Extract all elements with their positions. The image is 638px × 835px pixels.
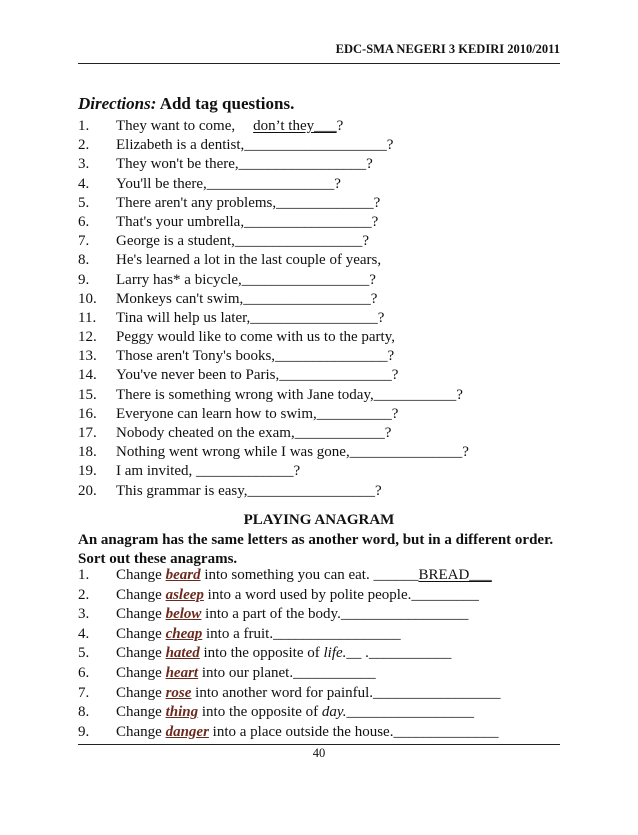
list-item [78,213,560,232]
list-item [78,443,560,462]
list-item [78,271,560,290]
anagram-intro: An anagram has the same letters as another word, but in a different order. Sort out these anagrams. [78,532,554,567]
item-italic: day. [321,704,347,721]
item-italic: life. [323,645,347,662]
page-number: 40 [312,746,326,760]
anagram-word: asleep [165,586,204,603]
item-text: That's your umbrella,_________________? [116,213,379,230]
item-verb: Change [116,684,162,701]
item-prompt: into another word for painful._________________ [195,684,501,701]
list-item [78,347,560,366]
item-number: 18. [78,444,97,461]
item-text: Larry has* a bicycle,_________________? [116,271,376,288]
item-verb: Change [116,664,162,681]
section-title: PLAYING ANAGRAM [243,512,395,528]
item-blank: _________________ [346,704,474,721]
anagram-word: hated [165,645,200,662]
anagram-word: heart [165,664,199,681]
item-text: I am invited, _____________? [116,463,301,480]
item-blank: __ .___________ [346,645,452,662]
item-prompt: into a part of the body._________________ [205,606,469,623]
item-number: 6. [78,664,90,681]
item-text: Peggy would like to come with us to the party, [116,329,395,346]
item-text [116,605,468,625]
item-text [116,586,479,606]
item-text [116,117,343,136]
item-verb: Change [116,606,162,623]
item-number: 9. [78,723,90,740]
item-number: 3. [78,156,90,173]
item-prompt: into our planet.___________ [201,664,376,681]
item-text: This grammar is easy,_________________? [116,482,382,499]
item-prompt: into a fruit._________________ [206,625,401,642]
item-verb: Change [116,567,162,583]
list-item [78,175,560,194]
item-number: 19. [78,463,97,480]
item-text [116,703,474,723]
list-item [78,625,560,645]
footer-rule [78,744,560,745]
item-prompt: into the opposite of [203,645,320,662]
item-number: 1. [78,567,90,583]
item-text [116,664,376,684]
item-number: 1. [78,118,90,134]
list-item [78,664,560,684]
item-number: 5. [78,194,90,211]
list-item [78,117,560,136]
item-number: 17. [78,425,97,441]
item-text: Nobody cheated on the exam,____________? [116,425,392,441]
item-answer: BREAD___ [418,567,492,583]
list-item [78,424,560,443]
item-text [116,644,451,664]
item-text: George is a student,_________________? [116,233,370,250]
list-item [78,605,560,625]
item-text: Those aren't Tony's books,_______________? [116,348,395,365]
item-verb: Change [116,625,162,642]
item-text: Everyone can learn how to swim,__________? [116,405,399,422]
anagram-word: thing [165,704,199,721]
item-text: Elizabeth is a dentist,___________________? [116,137,394,154]
item-text: Nothing went wrong while I was gone,_______________? [116,444,469,461]
item-text: There aren't any problems,_____________? [116,194,381,211]
item-text: You've never been to Paris,_______________? [116,367,399,384]
list-item [78,405,560,424]
item-prompt: into something you can eat. ______ [204,567,419,583]
anagram-word: cheap [165,625,203,642]
list-item [78,290,560,309]
item-text: They won't be there,_________________? [116,156,373,173]
item-number: 13. [78,348,97,365]
directions-lead: Directions: [78,94,157,113]
item-text: Tina will help us later,_________________? [116,309,385,326]
item-text [116,566,492,586]
item-prompt: They want to come, [116,118,236,134]
list-item [78,566,560,586]
item-number: 16. [78,405,97,422]
item-number: 11. [78,309,97,326]
item-number: 4. [78,175,90,192]
item-number: 5. [78,645,90,662]
item-number: 7. [78,233,90,250]
list-item [78,386,560,405]
item-number: 20. [78,482,97,499]
list-item [78,462,560,481]
item-verb: Change [116,723,162,740]
list-item [78,684,560,704]
anagram-word: below [165,606,202,623]
item-prompt: into the opposite of [201,704,319,721]
item-number: 4. [78,625,90,642]
list-item [78,703,560,723]
list-item [78,136,560,155]
item-number: 14. [78,367,97,384]
list-item [78,723,560,743]
item-verb: Change [116,645,162,662]
item-prompt: into a word used by polite people._________ [207,586,479,603]
item-number: 8. [78,704,90,721]
item-text: You'll be there,_________________? [116,175,341,192]
item-verb: Change [116,704,162,721]
list-item [78,366,560,385]
list-item [78,309,560,328]
directions-text: Add tag questions. [159,94,295,113]
item-number: 10. [78,290,97,307]
list-item [78,482,560,501]
item-number: 7. [78,684,90,701]
item-number: 12. [78,329,97,346]
list-item [78,328,560,347]
item-number: 2. [78,137,90,154]
item-text [116,723,498,743]
item-text: There is something wrong with Jane today,___________? [116,386,463,403]
anagram-word: rose [165,684,192,701]
list-item [78,155,560,174]
item-number: 8. [78,252,90,269]
list-item [78,586,560,606]
anagram-word: danger [165,723,209,740]
tag-question-list [78,117,560,501]
page-header: EDC-SMA NEGERI 3 KEDIRI 2010/2011 [335,42,560,56]
anagram-list [78,566,560,742]
directions [78,94,294,114]
item-number: 15. [78,386,97,403]
header-rule [78,63,560,64]
item-mark: ? [336,118,344,134]
item-prompt: into a place outside the house.______________ [212,723,499,740]
item-answer: don’t they___ [253,118,337,134]
item-text: He's learned a lot in the last couple of years, [116,252,382,269]
list-item [78,251,560,270]
item-number: 9. [78,271,90,288]
anagram-word: beard [165,567,201,583]
item-text [116,684,501,704]
list-item [78,644,560,664]
item-number: 6. [78,213,90,230]
item-verb: Change [116,586,162,603]
item-number: 2. [78,586,90,603]
item-text [116,625,401,645]
list-item [78,194,560,213]
item-number: 3. [78,606,90,623]
list-item [78,232,560,251]
item-text: Monkeys can't swim,_________________? [116,290,378,307]
